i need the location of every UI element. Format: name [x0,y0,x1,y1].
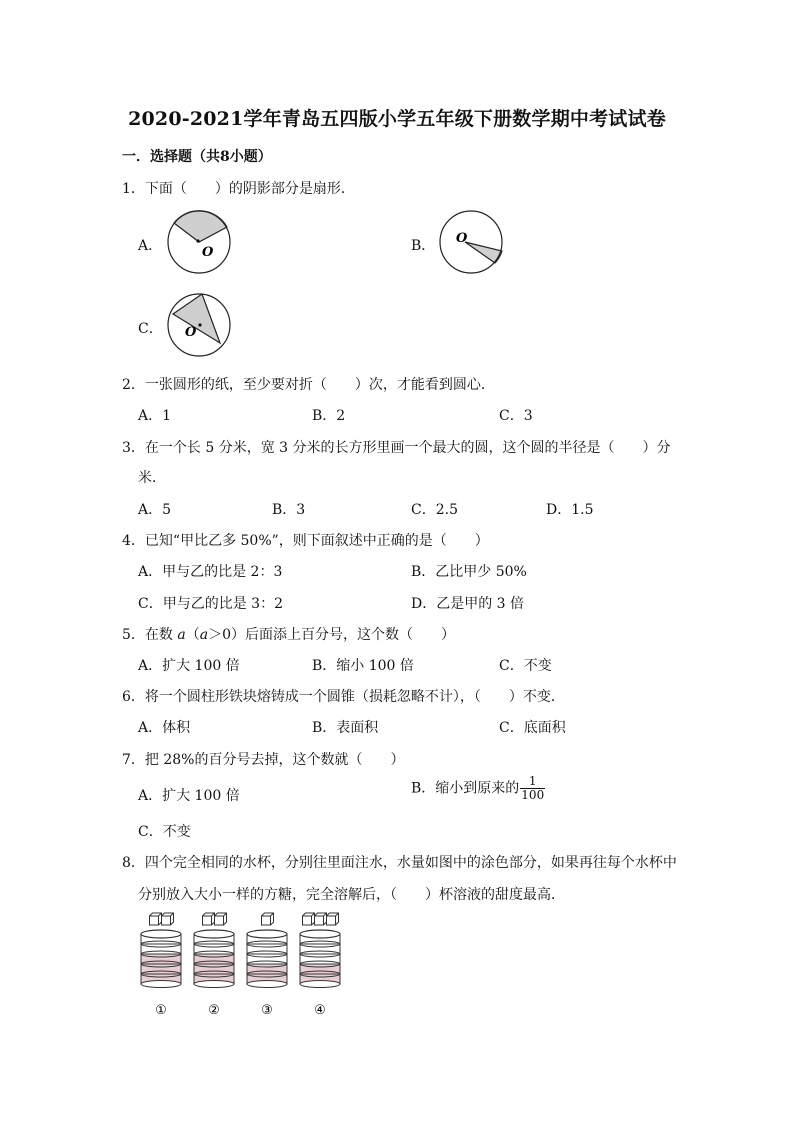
sugar-cube [162,916,171,925]
cup-bottom [194,981,234,988]
question-8-text-line2: 分别放入大小一样的方糖，完全溶解后，（ ）杯溶液的甜度最高． [138,887,565,903]
question-3-option-a: A．5 [138,502,172,518]
center-label-b: O [456,231,468,246]
question-4-text: 4．已知“甲比乙多 50%”，则下面叙述中正确的是（ ） [122,533,489,549]
center-label-c: O [185,325,197,340]
cup-band [300,954,340,964]
question-5-text [122,624,455,644]
question-7-text: 7．把 28%的百分号去掉，这个数就（ ） [122,752,405,768]
question-6-option-a: A．体积 [138,720,191,736]
cup-rim [141,930,181,938]
question-2-text: 2．一张圆形的纸，至少要对折（ ）次，才能看到圆心． [122,377,495,393]
question-3-text-line1: 3．在一个长 5 分米，宽 3 分米的长方形里画一个最大的圆，这个圆的半径是（ ）分 [122,440,671,456]
question-1-option-c: C． [138,321,163,337]
center-label-a: O [202,245,214,260]
question-2-option-c: C．3 [499,408,533,424]
water-cups-figure [136,908,356,1014]
question-5-option-c: C．不变 [499,658,552,674]
sector-figure-c [165,292,235,360]
question-5-cond: ＞0）后面添上百分号，这个数（ ） [208,627,455,643]
cup-rim [194,930,234,938]
question-2-option-b: B．2 [312,408,346,424]
section-heading: 一．选择题（共8小题） [122,149,272,165]
sugar-cube [315,916,324,925]
question-5-option-a: A．扩大 100 倍 [138,658,240,674]
cup-bottom [300,981,340,988]
circle-b [440,211,502,273]
question-4-option-d: D．乙是甲的 3 倍 [411,596,525,612]
question-6-option-c: C．底面积 [499,720,566,736]
segment-c-shade [173,294,220,343]
fraction-denominator: 100 [521,788,545,802]
sugar-cube [327,916,336,925]
question-5-option-b: B．缩小 100 倍 [312,658,414,674]
question-4-option-c: C．甲与乙的比是 3：2 [138,596,283,612]
cup-band [141,964,181,974]
question-7-option-b [411,775,545,802]
question-8-text-line1: 8．四个完全相同的水杯，分别往里面注水，水量如图中的涂色部分，如果再往每个水杯中 [122,855,677,871]
center-dot-c [198,323,201,326]
cup-band [247,954,287,964]
cup-band [141,954,181,964]
question-1-text: 1．下面（ ）的阴影部分是扇形． [122,181,355,197]
question-7-option-a: A．扩大 100 倍 [138,788,240,804]
sugar-cube [262,916,271,925]
cup-bottom [141,981,181,988]
cup-band [194,964,234,974]
cup-band [247,964,287,974]
cup-label: ② [208,1003,220,1014]
question-7-option-b-text: B．缩小到原来的 [411,780,520,797]
question-3-text-line2: 米． [138,470,166,486]
sector-figure-a [163,207,235,275]
cup-rim [300,930,340,938]
question-2-option-a: A．1 [138,408,172,424]
cup-band [300,944,340,954]
fraction-numerator: 1 [520,775,545,789]
cup-rim [247,930,287,938]
question-7-option-c: C．不变 [138,824,191,840]
sugar-cube [150,916,159,925]
sugar-cube [303,916,312,925]
question-3-option-d: D．1.5 [546,502,594,518]
cup-bottom [247,981,287,988]
fraction-1-100 [520,775,545,802]
cup-band [141,944,181,954]
question-5-text-pre: 5．在数 [122,627,178,643]
question-3-option-c: C．2.5 [411,502,458,518]
cup-band [247,944,287,954]
question-5-var: a [177,627,186,643]
cup-band [300,964,340,974]
cup-band [194,954,234,964]
cup-label: ④ [314,1003,326,1014]
cup-label: ① [155,1003,167,1014]
cup-label: ③ [261,1003,273,1014]
question-5-paren: （ [185,627,200,643]
cup-band [194,944,234,954]
question-6-option-b: B．表面积 [312,720,379,736]
question-4-option-b: B．乙比甲少 50% [411,564,527,580]
question-1-option-b: B． [411,238,436,254]
center-dot-a [196,239,199,242]
question-5-var2: a [199,627,209,643]
sugar-cube [215,916,224,925]
question-6-text: 6．将一个圆柱形铁块熔铸成一个圆锥（损耗忽略不计），（ ）不变． [122,689,565,705]
sector-figure-b [437,208,507,276]
page-title: 2020-2021学年青岛五四版小学五年级下册数学期中考试试卷 [128,108,666,130]
question-3-option-b: B．3 [272,502,306,518]
question-1-option-a: A． [138,238,163,254]
sugar-cube [203,916,212,925]
question-4-option-a: A．甲与乙的比是 2：3 [138,564,283,580]
